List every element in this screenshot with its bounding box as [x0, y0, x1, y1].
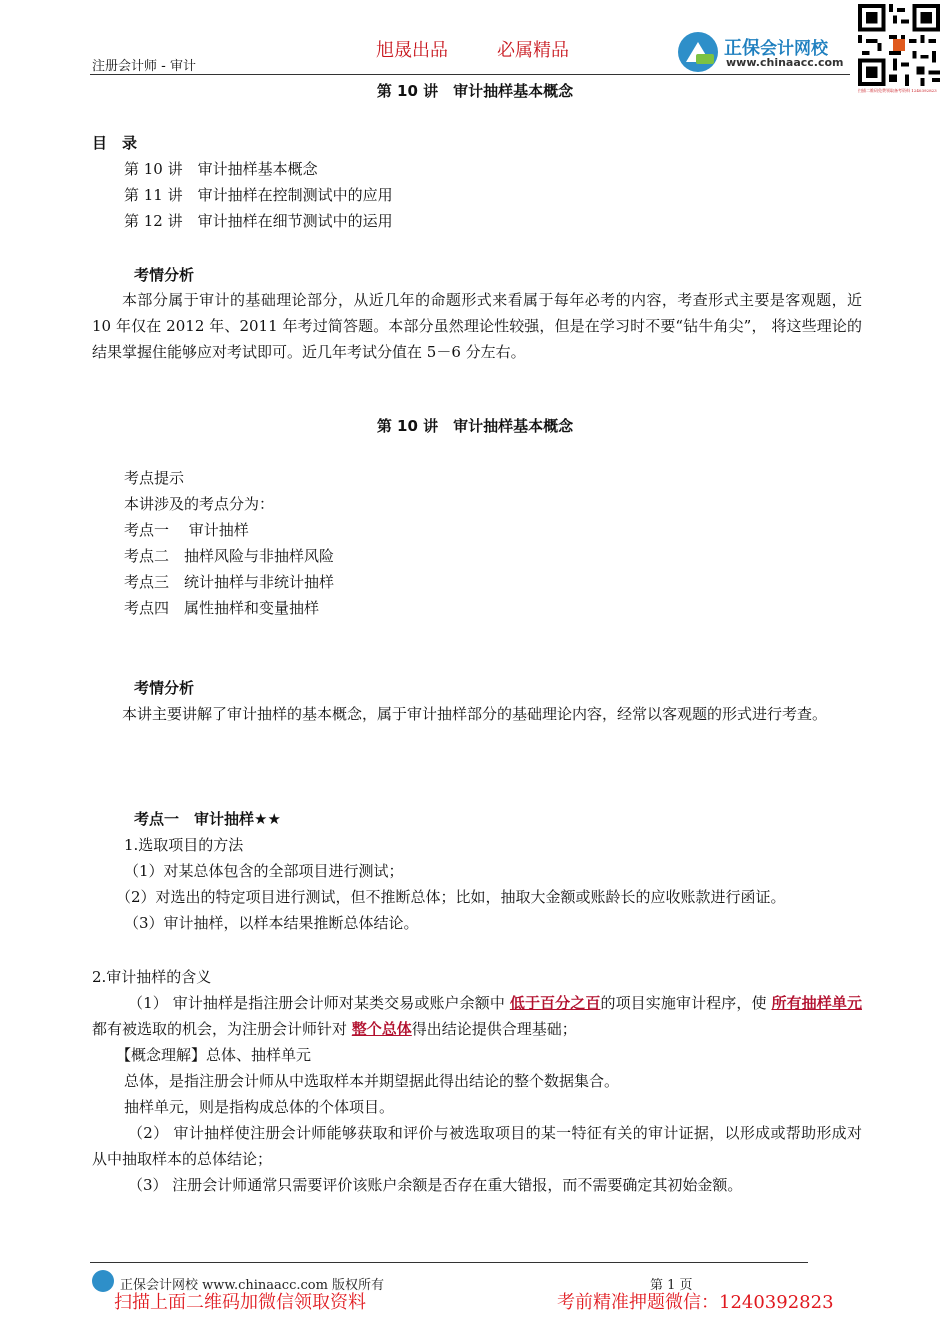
footer-promo-left: 扫描上面二维码加微信领取资料 [114, 1292, 366, 1313]
subheading: 2.审计抽样的含义 [92, 968, 212, 986]
analysis-text: 本讲主要讲解了审计抽样的基本概念，属于审计抽样部分的基础理论内容，经常以客观题的形式进行考查。 [122, 705, 828, 723]
subheading: 1.选取项目的方法 [124, 836, 244, 854]
definition-text: （1） 审计抽样是指注册会计师对某类交易或账户余额中 [128, 994, 510, 1012]
footer-logo-icon [92, 1270, 114, 1292]
point-line: 考点四 属性抽样和变量抽样 [124, 599, 320, 617]
definition-text: 都有被选取的机会，为注册会计师针对 [92, 1020, 352, 1038]
point-line: 本讲涉及的考点分为： [124, 495, 275, 513]
analysis-heading: 考情分析 [134, 266, 195, 284]
qr-note: 扫描二维码免费领取备考资料 1240392823 [858, 88, 937, 93]
logo-url: www.chinaacc.com [726, 56, 844, 69]
toc-item: 第 12 讲 审计抽样在细节测试中的运用 [124, 212, 393, 230]
definition-text: 的项目实施审计程序，使 [600, 994, 772, 1012]
lecture-title-section: 第 10 讲 审计抽样基本概念 [376, 417, 574, 435]
header-slogan-2: 必属精品 [497, 40, 569, 61]
point-line: 考点三 统计抽样与非统计抽样 [124, 573, 335, 591]
toc-heading: 目 录 [92, 134, 138, 152]
logo-emblem-icon [678, 32, 718, 72]
method-item: （2）对选出的特定项目进行测试，但不推断总体；比如，抽取大金额或账龄长的应收账款进行函证。 [116, 888, 786, 906]
point-line: 考点二 抽样风险与非抽样风险 [124, 547, 335, 565]
analysis-heading: 考情分析 [134, 679, 195, 697]
lecture-title-top: 第 10 讲 审计抽样基本概念 [376, 82, 574, 100]
footer-divider [90, 1262, 808, 1263]
footer-promo-right: 考前精准押题微信：1240392823 [557, 1292, 834, 1313]
logo-name-main: 正保 [724, 38, 760, 59]
logo-name-sub: 会计网校 [760, 39, 828, 59]
chinaacc-logo [678, 30, 848, 76]
definition-paragraph [92, 990, 862, 1042]
header-slogan-1: 旭晟出品 [376, 40, 448, 61]
highlight-all-units: 所有抽样单元 [771, 994, 862, 1012]
definition-text: 得出结论提供合理基础； [411, 1020, 577, 1038]
qr-code-icon [858, 4, 940, 86]
population-definition: 总体，是指注册会计师从中选取样本并期望据此得出结论的整个数据集合。 [124, 1072, 620, 1090]
highlight-whole-population: 整个总体 [351, 1020, 412, 1038]
point-line: 考点一 审计抽样 [124, 521, 249, 539]
definition-item-2: （2） 审计抽样使注册会计师能够获取和评价与被选取项目的某一特征有关的审计证据，以形成或帮助形成对从中抽取样本的总体结论； [92, 1124, 862, 1168]
header-subject: 注册会计师 - 审计 [92, 59, 196, 74]
footer-copyright: 正保会计网校 www.chinaacc.com 版权所有 [120, 1278, 385, 1293]
definition-item-3: （3） 注册会计师通常只需要评价该账户余额是否存在重大错报，而不需要确定其初始金额。 [128, 1176, 743, 1194]
toc-item: 第 10 讲 审计抽样基本概念 [124, 160, 318, 178]
sampling-unit-definition: 抽样单元，则是指构成总体的个体项目。 [124, 1098, 395, 1116]
concept-note: 【概念理解】总体、抽样单元 [116, 1046, 312, 1064]
footer-page-number: 第 1 页 [650, 1278, 693, 1293]
point-line: 考点提示 [124, 469, 185, 487]
method-item: （3）审计抽样，以样本结果推断总体结论。 [124, 914, 419, 932]
analysis-text: 本部分属于审计的基础理论部分，从近几年的命题形式来看属于每年必考的内容，考查形式主要是客观题，近 10 年仅在 2012 年、2011 年考过简答题。本部分虽然理论性较强，但是在学习时不要“钻牛角尖”， 将这些理论的结果掌握住能够应对考试即可。近几年考试分值在 5－6 分左右。 [92, 291, 862, 361]
highlight-less-than-100: 低于百分之百 [509, 994, 601, 1012]
method-item: （1）对某总体包含的全部项目进行测试； [124, 862, 404, 880]
toc-item: 第 11 讲 审计抽样在控制测试中的应用 [124, 186, 393, 204]
key-point-heading: 考点一 审计抽样★★ [134, 810, 281, 828]
